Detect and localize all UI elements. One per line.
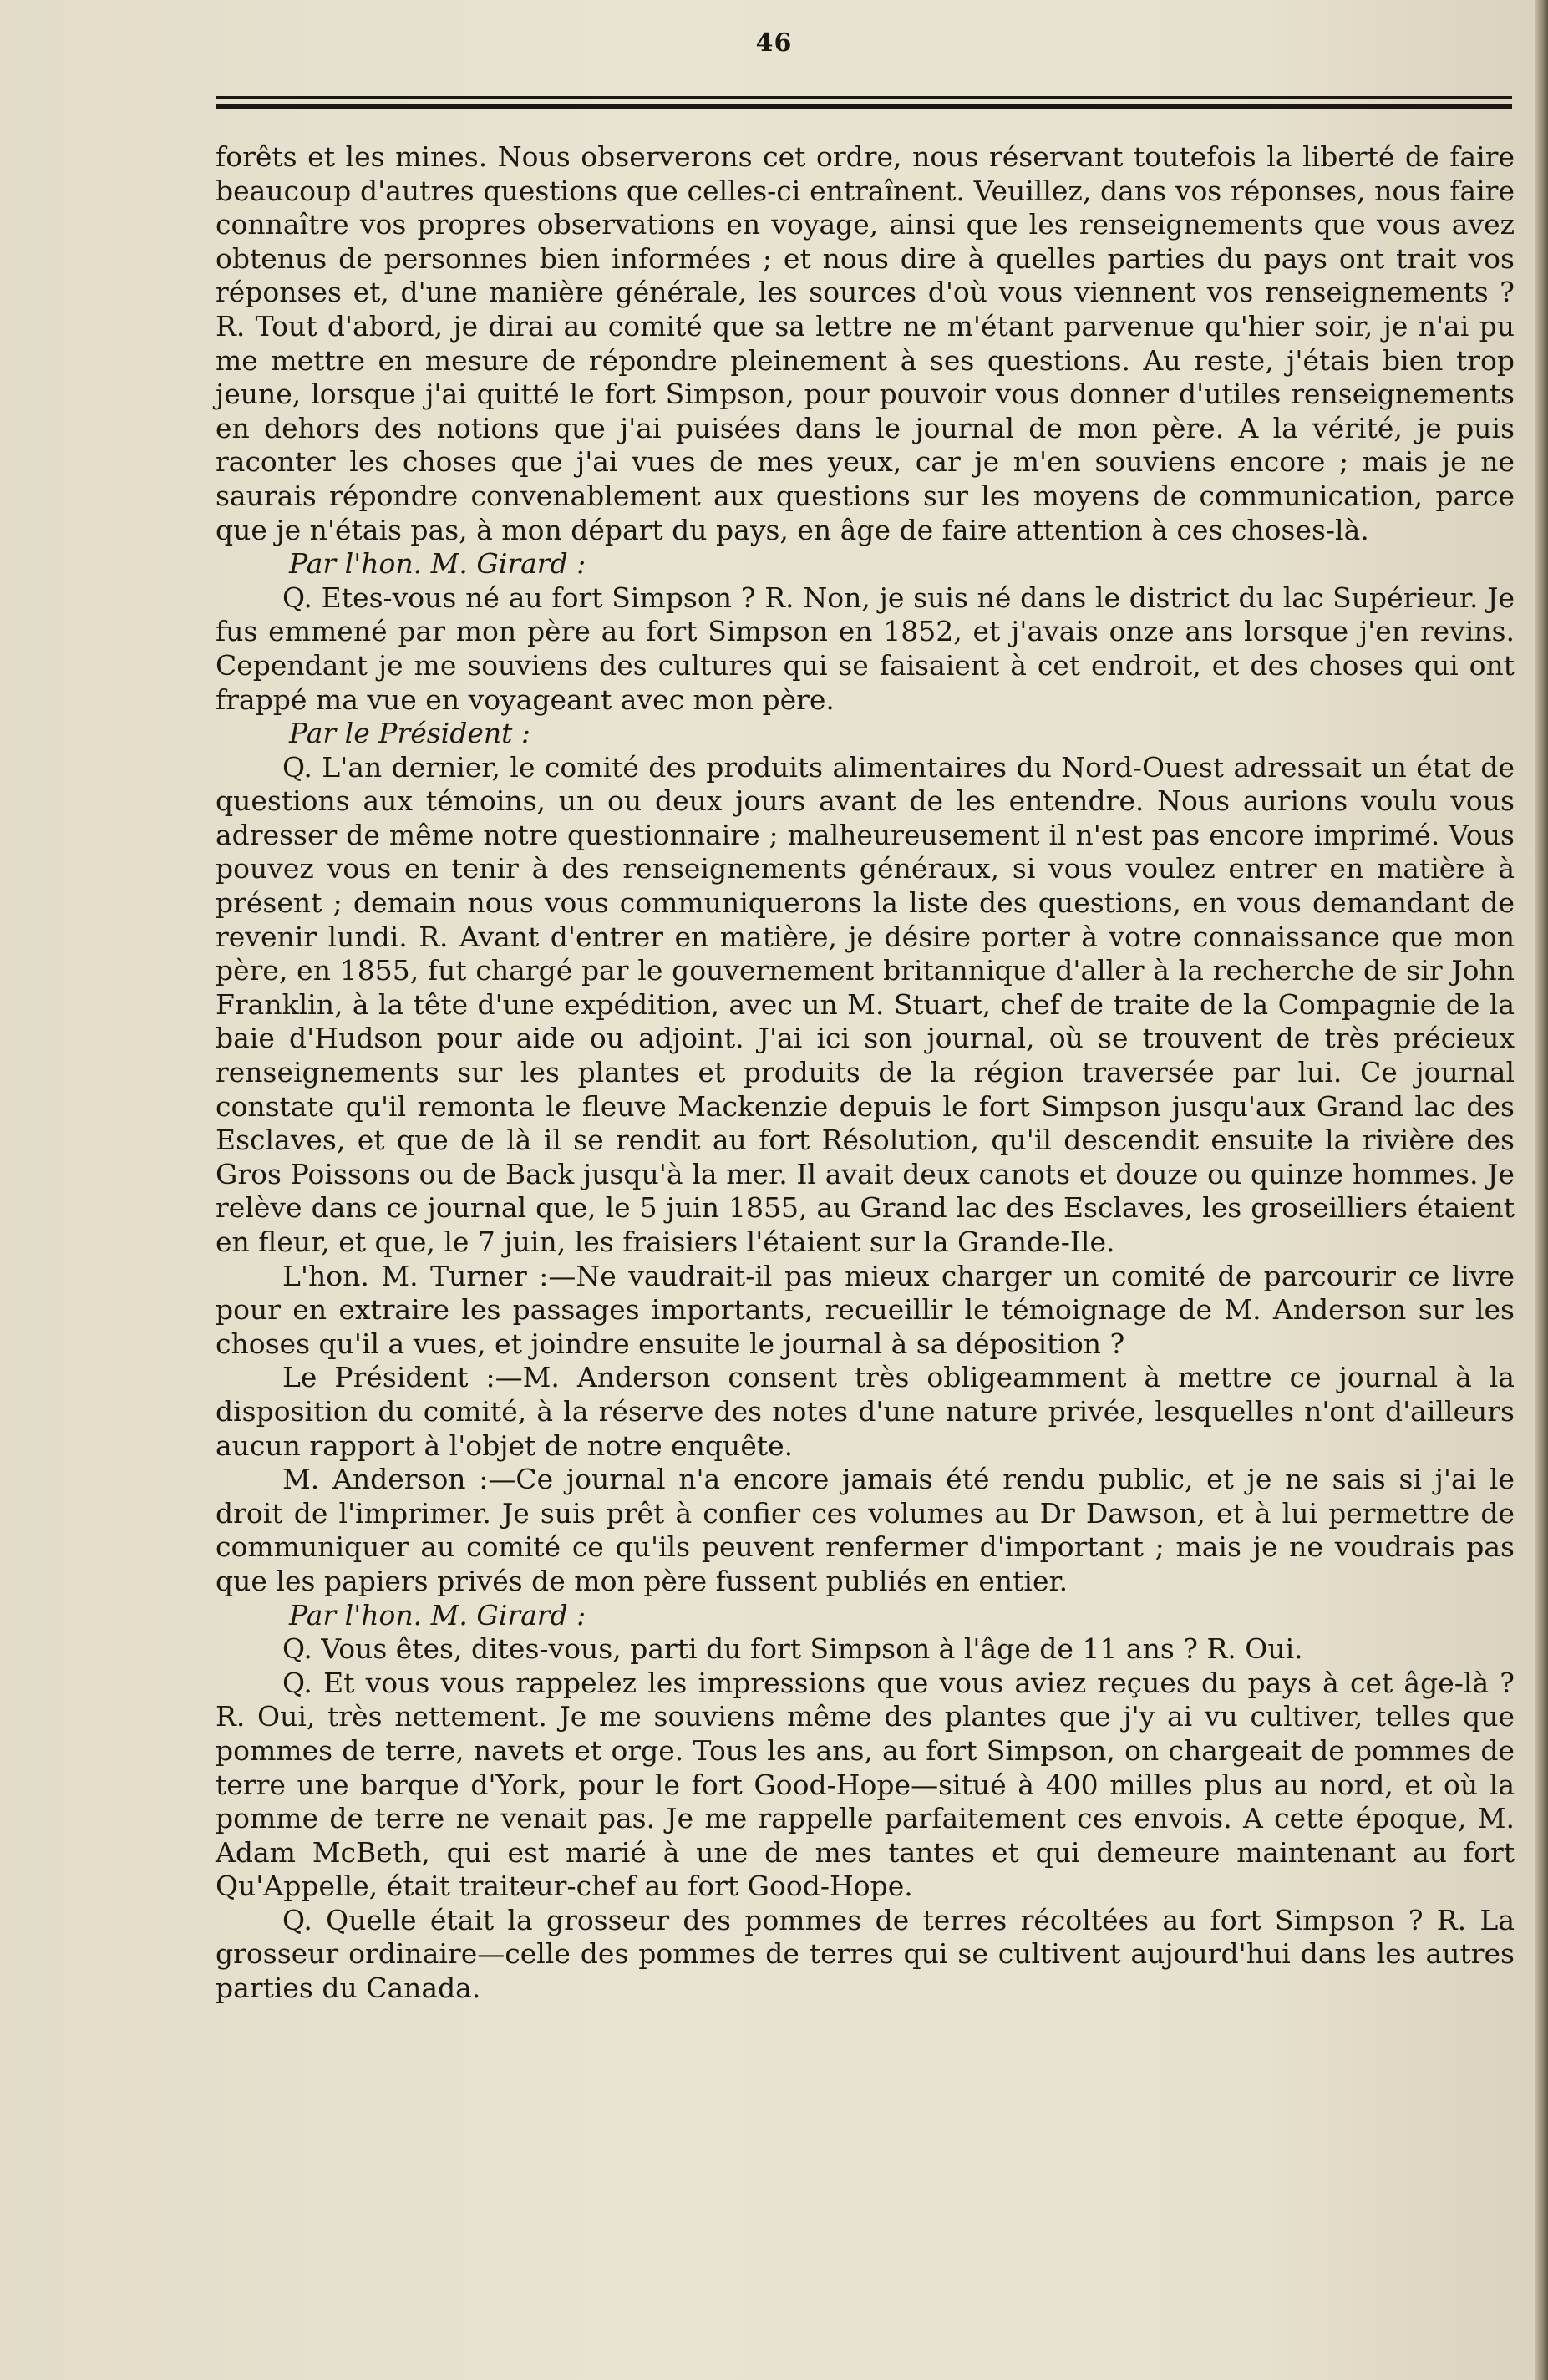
- speaker-heading: Par l'hon. M. Girard :: [289, 1598, 586, 1631]
- page-edge-shadow: [1535, 0, 1548, 2380]
- speaker-heading: Par l'hon. M. Girard :: [289, 547, 586, 581]
- body-text: [216, 140, 1515, 2006]
- paragraph-statement: M. Anderson :—Ce journal n'a encore jamais été rendu public, et je ne sais si j'ai le droit de l'imprimer. Je suis prêt à confier ces volumes au Dr Dawson, et à lui permettre de communiquer au comité ce qu'ils peuvent renfermer d'important ; mais je ne voudrais pas que les papiers privés de mon père fussent publiés en entier.: [216, 1463, 1515, 1597]
- paragraph-qa: Q. Vous êtes, dites-vous, parti du fort Simpson à l'âge de 11 ans ? R. Oui.: [282, 1632, 1303, 1666]
- paragraph-qa: Q. Quelle était la grosseur des pommes de terres récoltées au fort Simpson ? R. La grosseur ordinaire—celle des pommes de terres qui se cultivent aujourd'hui dans les autres parties du Canada.: [216, 1903, 1515, 2005]
- paragraph-qa: Q. Etes-vous né au fort Simpson ? R. Non, je suis né dans le district du lac Supérieur. Je fus emmené par mon père au fort Simpson en 1852, et j'avais onze ans lorsque j'en revins. Cependant je me souviens des cultures qui se faisaient à cet endroit, et des choses qui ont frappé ma vue en voyageant avec mon père.: [216, 581, 1515, 716]
- header-rule-thin: [216, 96, 1512, 99]
- paragraph-opening: forêts et les mines. Nous observerons cet ordre, nous réservant toutefois la liberté de faire beaucoup d'autres questions que celles-ci entraînent. Veuillez, dans vos réponses, nous faire connaître vos propres observations en voyage, ainsi que les renseignements que vous avez obtenus de personnes bien informées ; et nous dire à quelles parties du pays ont trait vos réponses et, d'une manière générale, les sources d'où vous viennent vos renseignements ? R. Tout d'abord, je dirai au comité que sa lettre ne m'étant parvenue qu'hier soir, je n'ai pu me mettre en mesure de répondre pleinement à ses questions. Au reste, j'étais bien trop jeune, lorsque j'ai quitté le fort Simpson, pour pouvoir vous donner d'utiles renseignements en dehors des notions que j'ai puisées dans le journal de mon père. A la vérité, je puis raconter les choses que j'ai vues de mes yeux, car je m'en souviens encore ; mais je ne saurais répondre convenablement aux questions sur les moyens de communication, parce que je n'étais pas, à mon départ du pays, en âge de faire attention à ces choses-là.: [216, 140, 1515, 546]
- paragraph-statement: Le Président :—M. Anderson consent très obligeamment à mettre ce journal à la disposition du comité, à la réserve des notes d'une nature privée, lesquelles n'ont d'ailleurs aucun rapport à l'objet de notre enquête.: [216, 1361, 1515, 1462]
- paragraph-qa: Q. Et vous vous rappelez les impressions que vous aviez reçues du pays à cet âge-là ? R. Oui, très nettement. Je me souviens même des plantes que j'y ai vu cultiver, telles que pommes de terre, navets et orge. Tous les ans, au fort Simpson, on chargeait de pommes de terre une barque d'York, pour le fort Good-Hope—situé à 400 milles plus au nord, et où la pomme de terre ne venait pas. Je me rappelle parfaitement ces envois. A cette époque, M. Adam McBeth, qui est marié à une de mes tantes et qui demeure maintenant au fort Qu'Appelle, était traiteur-chef au fort Good-Hope.: [216, 1666, 1515, 1903]
- paragraph-qa: Q. L'an dernier, le comité des produits alimentaires du Nord-Ouest adressait un état de questions aux témoins, un ou deux jours avant de les entendre. Nous aurions voulu vous adresser de même notre questionnaire ; malheureusement il n'est pas encore imprimé. Vous pouvez vous en tenir à des renseignements généraux, si vous voulez entrer en matière à présent ; demain nous vous communiquerons la liste des questions, en vous demandant de revenir lundi. R. Avant d'entrer en matière, je désire porter à votre connaissance que mon père, en 1855, fut chargé par le gouvernement britannique d'aller à la recherche de sir John Franklin, à la tête d'une expédition, avec un M. Stuart, chef de traite de la Compagnie de la baie d'Hudson pour aide ou adjoint. J'ai ici son journal, où se trouvent de très précieux renseignements sur les plantes et produits de la région traversée par lui. Ce journal constate qu'il remonta le fleuve Mackenzie depuis le fort Simpson jusqu'aux Grand lac des Esclaves, et que de là il se rendit au fort Résolution, qu'il descendit ensuite la rivière des Gros Poissons ou de Back jusqu'à la mer. Il avait deux canots et douze ou quinze hommes. Je relève dans ce journal que, le 5 juin 1855, au Grand lac des Esclaves, les groseilliers étaient en fleur, et que, le 7 juin, les fraisiers l'étaient sur la Grande-Ile.: [216, 750, 1515, 1258]
- paragraph-statement: L'hon. M. Turner :—Ne vaudrait-il pas mieux charger un comité de parcourir ce livre pour en extraire les passages importants, recueillir le témoignage de M. Anderson sur les choses qu'il a vues, et joindre ensuite le journal à sa déposition ?: [216, 1259, 1515, 1360]
- page-number: 46: [755, 28, 793, 58]
- header-rule-thick: [216, 104, 1512, 109]
- speaker-heading: Par le Président :: [289, 717, 531, 750]
